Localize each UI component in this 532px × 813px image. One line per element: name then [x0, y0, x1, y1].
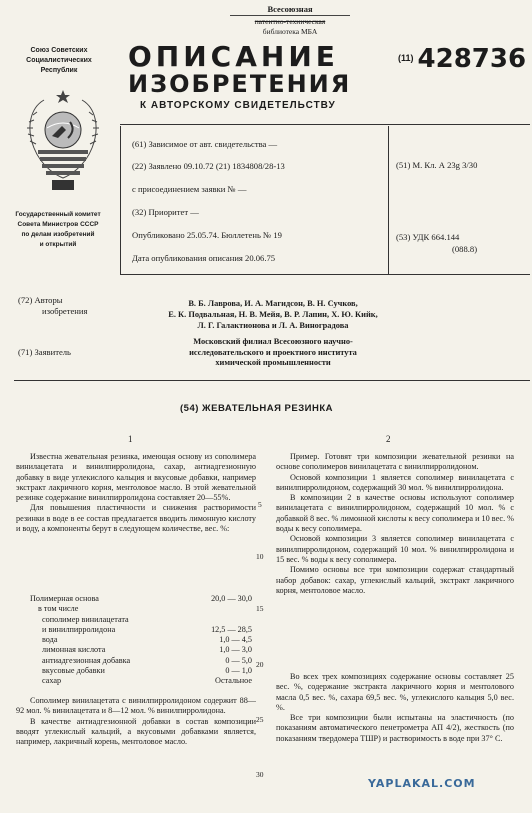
stamp-line-2: патентно-техническая [254, 17, 326, 26]
composition-row [30, 594, 252, 604]
udk-classification: (53) УДК 664.144 [396, 232, 460, 242]
composition-row [30, 676, 252, 686]
stamp-rule [230, 15, 350, 16]
section-rule [14, 380, 530, 381]
row-name: в том числе [38, 604, 79, 614]
applicant-line-1: Московский филиал Всесоюзного научно- [193, 337, 353, 346]
col2-paragraph-7: Все три композиции были испытаны на эластичность (по показаниям автоматического пенетрометра АП 4/2), жесткость (по показаниям твердомера ТШР) и растворимость в воде при 37° С. [276, 713, 514, 743]
row-name: сополимер винилацетата [42, 614, 129, 624]
col1-paragraph-4: В качестве антиадгезионной добавки в состав композиции вводят углекислый кальций, а вкусовыми добавками является, например, лакричный корень, ментоловое масло. [16, 716, 256, 747]
row-value: 20,0 — 30,0 [211, 594, 252, 603]
row-value: 0 — 5,0 [225, 655, 252, 665]
row-name: лимонная кислота [42, 645, 106, 655]
line-number: 25 [256, 715, 264, 724]
authors-label: (72) Авторы [18, 295, 63, 305]
composition-table [30, 594, 252, 687]
header-vertical-rule [388, 126, 389, 274]
composition-row [30, 656, 252, 666]
committee-line-2: Совета Министров СССР [17, 221, 99, 228]
composition-row [30, 635, 252, 645]
row-name: вода [42, 635, 58, 645]
row-value: 1,0 — 3,0 [219, 645, 252, 655]
stamp-line-3: библиотека МБА [262, 27, 318, 36]
udk-classification-2: (088.8) [452, 244, 478, 254]
authors-line-3: Л. Г. Галактионова и Л. А. Виноградова [197, 321, 349, 330]
column-1-number: 1 [128, 434, 133, 444]
country-line-2: Социалистических [26, 57, 92, 64]
header-left-rule [120, 126, 121, 274]
applicant-line-2: исследовательского и проектного института [189, 347, 357, 357]
col2-paragraph-1: Пример. Готовят три композиции жевательной резинки на основе сополимеров винилацетата с винилпирролидоном. [276, 452, 514, 472]
title-description: ОПИСАНИЕ [128, 40, 339, 73]
row-value: 1,0 — 4,5 [219, 635, 252, 645]
patent-number: 428736 [417, 44, 527, 74]
authors-names [128, 298, 418, 331]
col2-paragraph-2: Основой композиции 1 является сополимер винилацетата с винилпирролидоном, содержащий 30 мол. % винилпирролидона. [276, 472, 514, 492]
composition-row [30, 666, 252, 676]
col1-paragraph-2: Для повышения пластичности и снижения растворимости резинки в воде в ее состав предлагается вводить лимонную кислоту и воду, а компоненты берут в следующем количестве, вес. %: [16, 503, 256, 534]
row-value: 12,5 — 28,5 [211, 624, 252, 634]
committee-line-1: Государственный комитет [15, 211, 101, 218]
title-certificate: К АВТОРСКОМУ СВИДЕТЕЛЬСТВУ [140, 100, 336, 111]
state-emblem-icon [22, 88, 104, 198]
stamp-line-1: Всесоюзная [267, 4, 313, 14]
header-rule [120, 124, 530, 125]
row-name: вкусовые добавки [42, 666, 105, 676]
field-joined: с присоединением заявки № — [132, 184, 247, 194]
column-1-continued [16, 696, 256, 747]
authors-line-2: Е. К. Подвальная, Н. В. Мейя, В. Р. Лапин, Х. Ю. Кийк, [168, 310, 378, 319]
col2-paragraph-5: Помимо основы все три композиции содержат стандартный набор добавок: сахар, углекислый кальций, экстракт лакричного корня, ментоловое масло. [276, 565, 514, 595]
composition-row [30, 625, 252, 635]
col1-paragraph-3: Сополимер винилацетата с винилпирролидоном содержит 88—92 мол. % винилацетата и 8—12 мол. % винилпирролидона. [16, 696, 256, 716]
column-2-continued [276, 672, 514, 744]
title-invention: ИЗОБРЕТЕНИЯ [128, 70, 352, 98]
field-published: Опубликовано 25.05.74. Бюллетень № 19 [132, 230, 282, 240]
country-line-3: Республик [40, 67, 78, 74]
country-header [16, 46, 102, 76]
composition-row [30, 604, 252, 614]
column-2 [276, 452, 514, 596]
line-number: 15 [256, 604, 264, 613]
line-number: 5 [258, 500, 262, 509]
committee-line-3: по делам изобретений [21, 231, 95, 238]
document-title: (54) ЖЕВАТЕЛЬНАЯ РЕЗИНКА [180, 403, 334, 414]
col2-paragraph-3: В композиции 2 в качестве основы используют сополимер винилацетата с винилпирролидоном, содержащий 10 мол. % с добавкой 8 вес. % лимонной кислоты к весу сополимера и 10 вес. % воды к весу сополимера. [276, 493, 514, 534]
row-name: антиадгезионная добавка [42, 655, 131, 665]
row-value: 0 — 1,0 [225, 666, 252, 676]
row-value: Остальное [215, 676, 252, 686]
applicant-line-3: химической промышленности [215, 358, 331, 367]
col2-paragraph-4: Основой композиции 3 является сополимер винилацетата с винилпирролидоном, содержащий 10 мол. % винилпирролидона и 15 вес. % воды к весу сополимера. [276, 534, 514, 564]
field-desc-date: Дата опубликования описания 20.06.75 [132, 253, 276, 263]
committee-block [8, 210, 108, 250]
line-number: 10 [256, 552, 264, 561]
authors-line-1: В. Б. Лаврова, И. А. Магидсон, В. Н. Сучков, [188, 299, 358, 308]
col2-paragraph-6: Во всех трех композициях содержание основы составляет 25 вес. %, содержание экстракта лакричного корня и ментолового масла 0,5 вес. %, сахара 69,5 вес. %, углекислого кальция 5,0 вес. %. [276, 672, 514, 712]
meta-bottom-rule [120, 274, 530, 275]
col1-paragraph-1: Известна жевательная резинка, имеющая основу из сополимера винилацетата и винилпирролидона, сахар, антиадгезионную добавку в виде углекислого кальция и вкусовые добавки, например экстракт лакричного корня, ментоловое масло. В этой жевательной резинке содержание винилпирролидона составляет 20—55%. [16, 452, 256, 503]
field-22-21: (22) Заявлено 09.10.72 (21) 1834808/28-13 [132, 161, 285, 171]
field-61: (61) Зависимое от авт. свидетельства — [132, 139, 278, 149]
patent-number-block [398, 44, 526, 74]
authors-label-2: изобретения [42, 306, 88, 316]
watermark-logo: YAPLAKAL.COM [368, 777, 476, 790]
row-name: и винилпирролидона [42, 624, 116, 634]
composition-row [30, 645, 252, 655]
country-line-1: Союз Советских [30, 47, 88, 54]
row-name: сахар [42, 676, 62, 686]
column-1 [16, 452, 256, 534]
applicant-label: (71) Заявитель [18, 347, 71, 357]
field-32: (32) Приоритет — [132, 207, 199, 217]
applicant-names [128, 337, 418, 369]
row-name: Полимерная основа [30, 594, 99, 603]
column-2-number: 2 [386, 434, 391, 444]
composition-row [30, 615, 252, 625]
committee-line-4: и открытий [39, 241, 77, 248]
line-number: 30 [256, 770, 264, 779]
library-stamp [200, 4, 380, 44]
line-number: 20 [256, 660, 264, 669]
patent-number-prefix: (11) [398, 53, 414, 63]
mkl-classification: (51) М. Кл. А 23g 3/30 [396, 160, 478, 170]
